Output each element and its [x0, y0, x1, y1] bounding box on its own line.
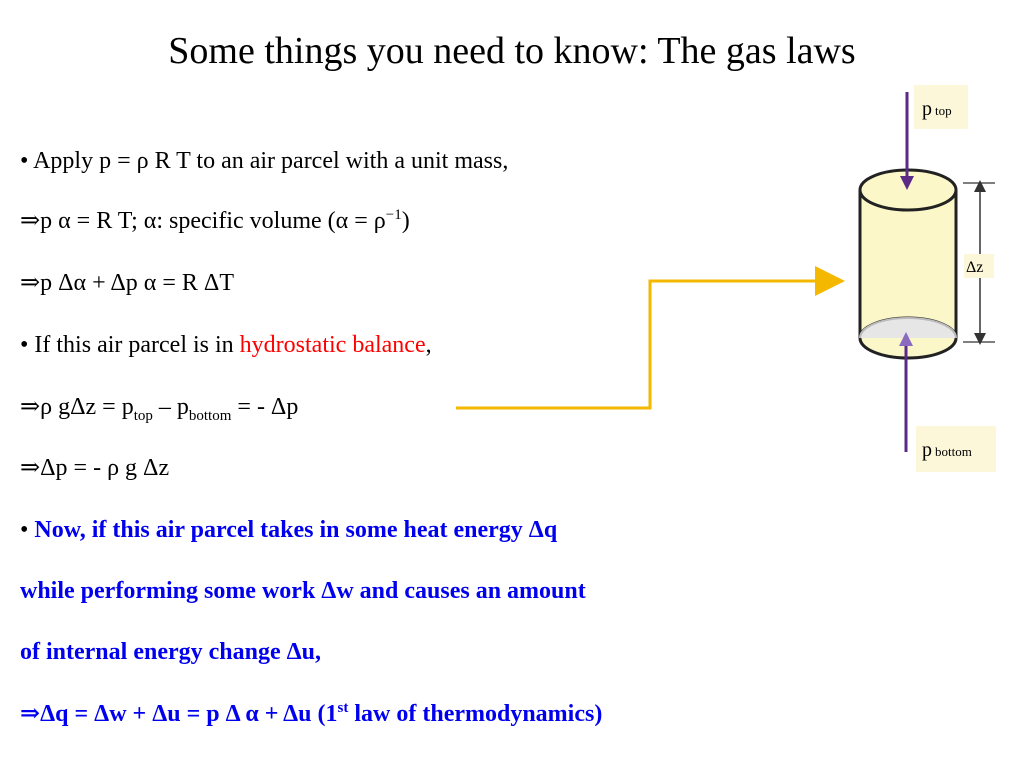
- p-top-symbol: p: [922, 98, 932, 120]
- line-text: Δq = Δw + Δu = p Δ α + Δu (1: [40, 701, 338, 727]
- line-text-end: = - Δp: [231, 394, 299, 420]
- connector-arrow: [456, 281, 842, 408]
- implies-arrow: ⇒: [20, 455, 41, 481]
- superscript: −1: [385, 207, 402, 223]
- line-text: – p: [152, 394, 189, 420]
- bullet: •: [20, 517, 29, 543]
- line-text: Now, if this air parcel takes in some heat energy Δq: [34, 517, 558, 543]
- line-text: while performing some work Δw and causes an amount: [20, 578, 586, 604]
- implies-arrow: ⇒: [20, 394, 41, 420]
- p-bottom-subscript: bottom: [935, 444, 972, 459]
- p-top-label: [914, 85, 968, 129]
- line-text-end: ,: [425, 332, 432, 358]
- line-text-end: law of thermodynamics): [348, 701, 603, 727]
- p-bottom-symbol: p: [922, 439, 932, 461]
- line-text: ρ gΔz = p: [40, 394, 134, 420]
- bullet: •: [20, 332, 29, 358]
- subscript-top: top: [133, 407, 153, 424]
- implies-arrow: ⇒: [20, 701, 41, 727]
- p-bottom-label: [916, 426, 996, 472]
- delta-z-dimension: [963, 183, 995, 342]
- line-text: Apply p = ρ R T to an air parcel with a unit mass,: [33, 148, 509, 174]
- line-text: p α = R T; α: specific volume (α = ρ: [40, 208, 386, 234]
- line-text: If this air parcel is in: [34, 332, 240, 358]
- slide-title: Some things you need to know: The gas laws: [168, 30, 856, 72]
- superscript: st: [337, 700, 349, 716]
- line-text: p Δα + Δp α = R ΔT: [40, 270, 234, 296]
- implies-arrow: ⇒: [20, 270, 41, 296]
- line-text: Δp = - ρ g Δz: [40, 455, 170, 481]
- line-text-end: ): [401, 208, 410, 234]
- p-top-subscript: top: [935, 103, 952, 118]
- bullet: •: [20, 148, 29, 174]
- delta-z-label: Δz: [966, 259, 984, 276]
- subscript-bottom: bottom: [188, 407, 232, 424]
- implies-arrow: ⇒: [20, 208, 41, 234]
- air-parcel-cylinder: [860, 170, 956, 358]
- hydrostatic-balance-highlight: hydrostatic balance: [239, 332, 426, 358]
- line-text: of internal energy change Δu,: [20, 639, 322, 665]
